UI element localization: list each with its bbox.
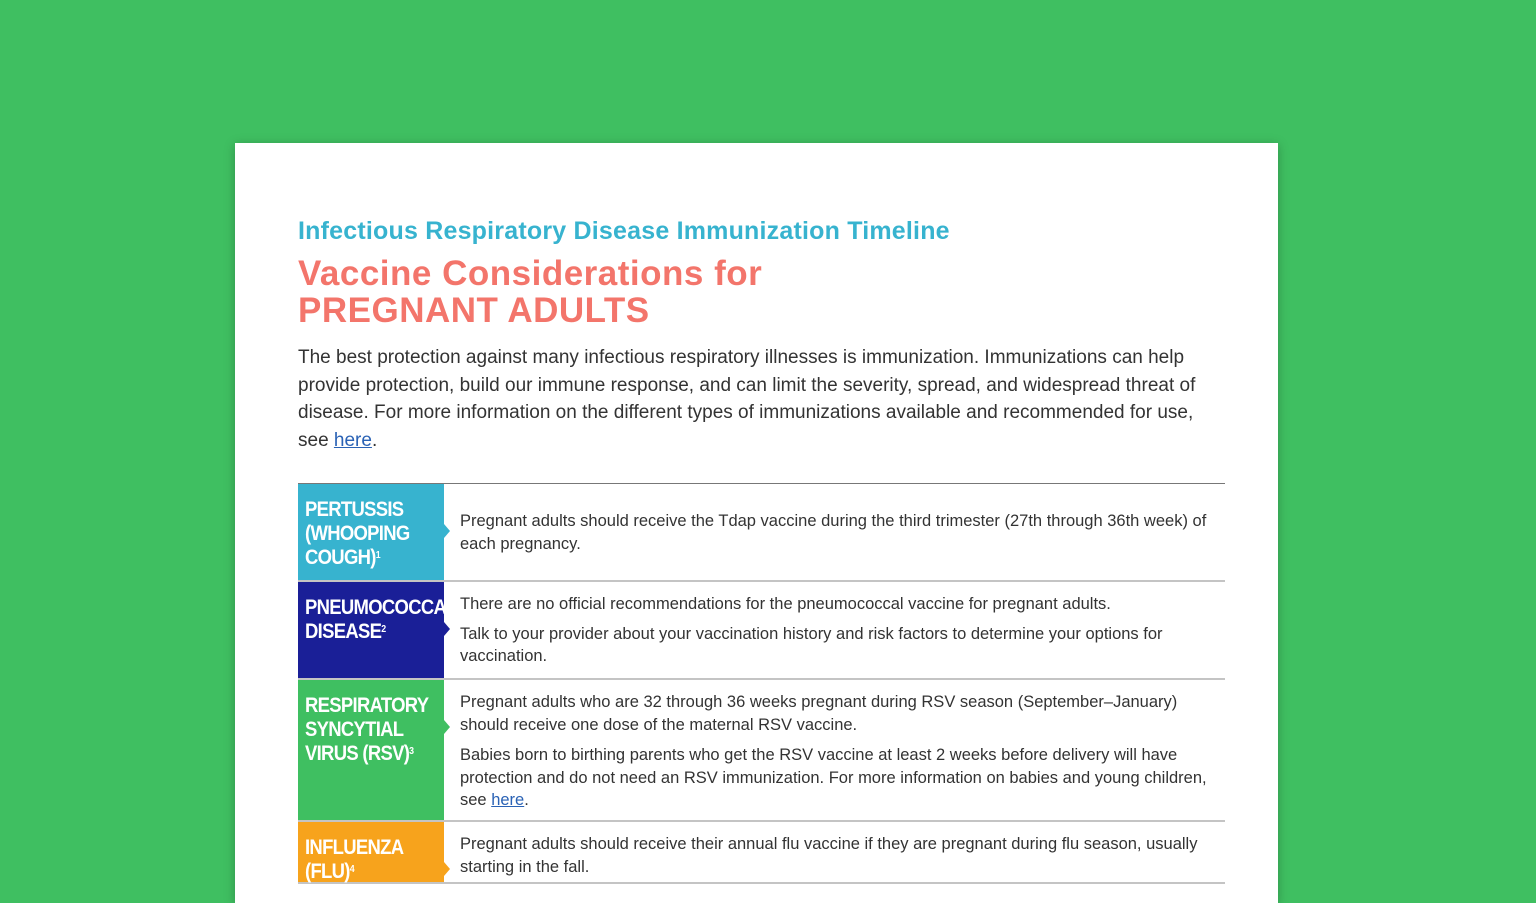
label-line: INFLUENZA [305, 836, 404, 859]
title-line-2: PREGNANT ADULTS [298, 291, 650, 330]
label-line: PNEUMOCOCCAL [305, 596, 457, 619]
label-line: RESPIRATORY [305, 694, 429, 717]
intro-end: . [371, 429, 378, 451]
row-text: Pregnant adults should receive the Tdap vaccine during the third trimester (27th through 36th week) of each pregnancy. [460, 512, 1207, 553]
label-line: (FLU) [305, 860, 350, 883]
row-body-rsv [444, 680, 1225, 820]
intro-here-link[interactable]: here [333, 429, 372, 451]
footnote-ref: 2 [381, 624, 386, 635]
label-line: VIRUS (RSV) [305, 742, 410, 765]
row-label-pertussis [298, 484, 444, 580]
row-body-influenza [444, 822, 1225, 882]
row-text: Pregnant adults who are 32 through 36 weeks pregnant during RSV season (September–January) should receive one dose of the maternal RSV vaccine. [460, 693, 1178, 734]
intro-text: The best protection against many infectious respiratory illnesses is immunization. Immunizations can help provide protection, build our immune response, and can limit the severity, spread, and widespread threat of disease. For more information on the different types of immunizations available and recommended for use, see [298, 347, 1196, 451]
vaccine-table [298, 483, 1225, 884]
intro-paragraph [298, 344, 1228, 454]
rsv-here-link[interactable]: here [491, 791, 525, 809]
label-line: SYNCYTIAL [305, 718, 404, 741]
row-label-pneumococcal [298, 582, 457, 678]
row-body-pertussis [444, 484, 1225, 580]
document-page [235, 143, 1278, 903]
title-line-1: Vaccine Considerations for [298, 254, 763, 293]
table-row-pertussis [298, 484, 1225, 582]
row-label-rsv [298, 680, 444, 820]
document-eyebrow: Infectious Respiratory Disease Immunization Timeline [298, 217, 950, 245]
label-line: DISEASE [305, 620, 382, 643]
label-line: PERTUSSIS [305, 498, 404, 521]
label-line: (WHOOPING [305, 522, 410, 545]
table-row-influenza [298, 822, 1225, 884]
footnote-ref: 3 [409, 746, 414, 757]
row-body-pneumococcal [444, 582, 1225, 678]
footnote-ref: 1 [375, 550, 380, 561]
table-row-rsv [298, 680, 1225, 822]
row-text: There are no official recommendations for the pneumococcal vaccine for pregnant adults. [460, 595, 1111, 613]
label-line: COUGH) [305, 546, 376, 569]
table-row-pneumococcal [298, 582, 1225, 680]
row-text-with-link [460, 744, 1225, 812]
row-label-influenza [298, 822, 444, 882]
row-text: Pregnant adults should receive their annual flu vaccine if they are pregnant during flu season, usually starting in the fall. [460, 835, 1198, 876]
row-text: Talk to your provider about your vaccination history and risk factors to determine your options for vaccination. [460, 624, 1163, 665]
row-text: Babies born to birthing parents who get the RSV vaccine at least 2 weeks before delivery will have protection and do not need an RSV immunization. For more information on babies and young children, see [460, 746, 1207, 809]
footnote-ref: 4 [349, 864, 354, 875]
document-title [298, 255, 762, 329]
row-text-end: . [524, 791, 529, 809]
